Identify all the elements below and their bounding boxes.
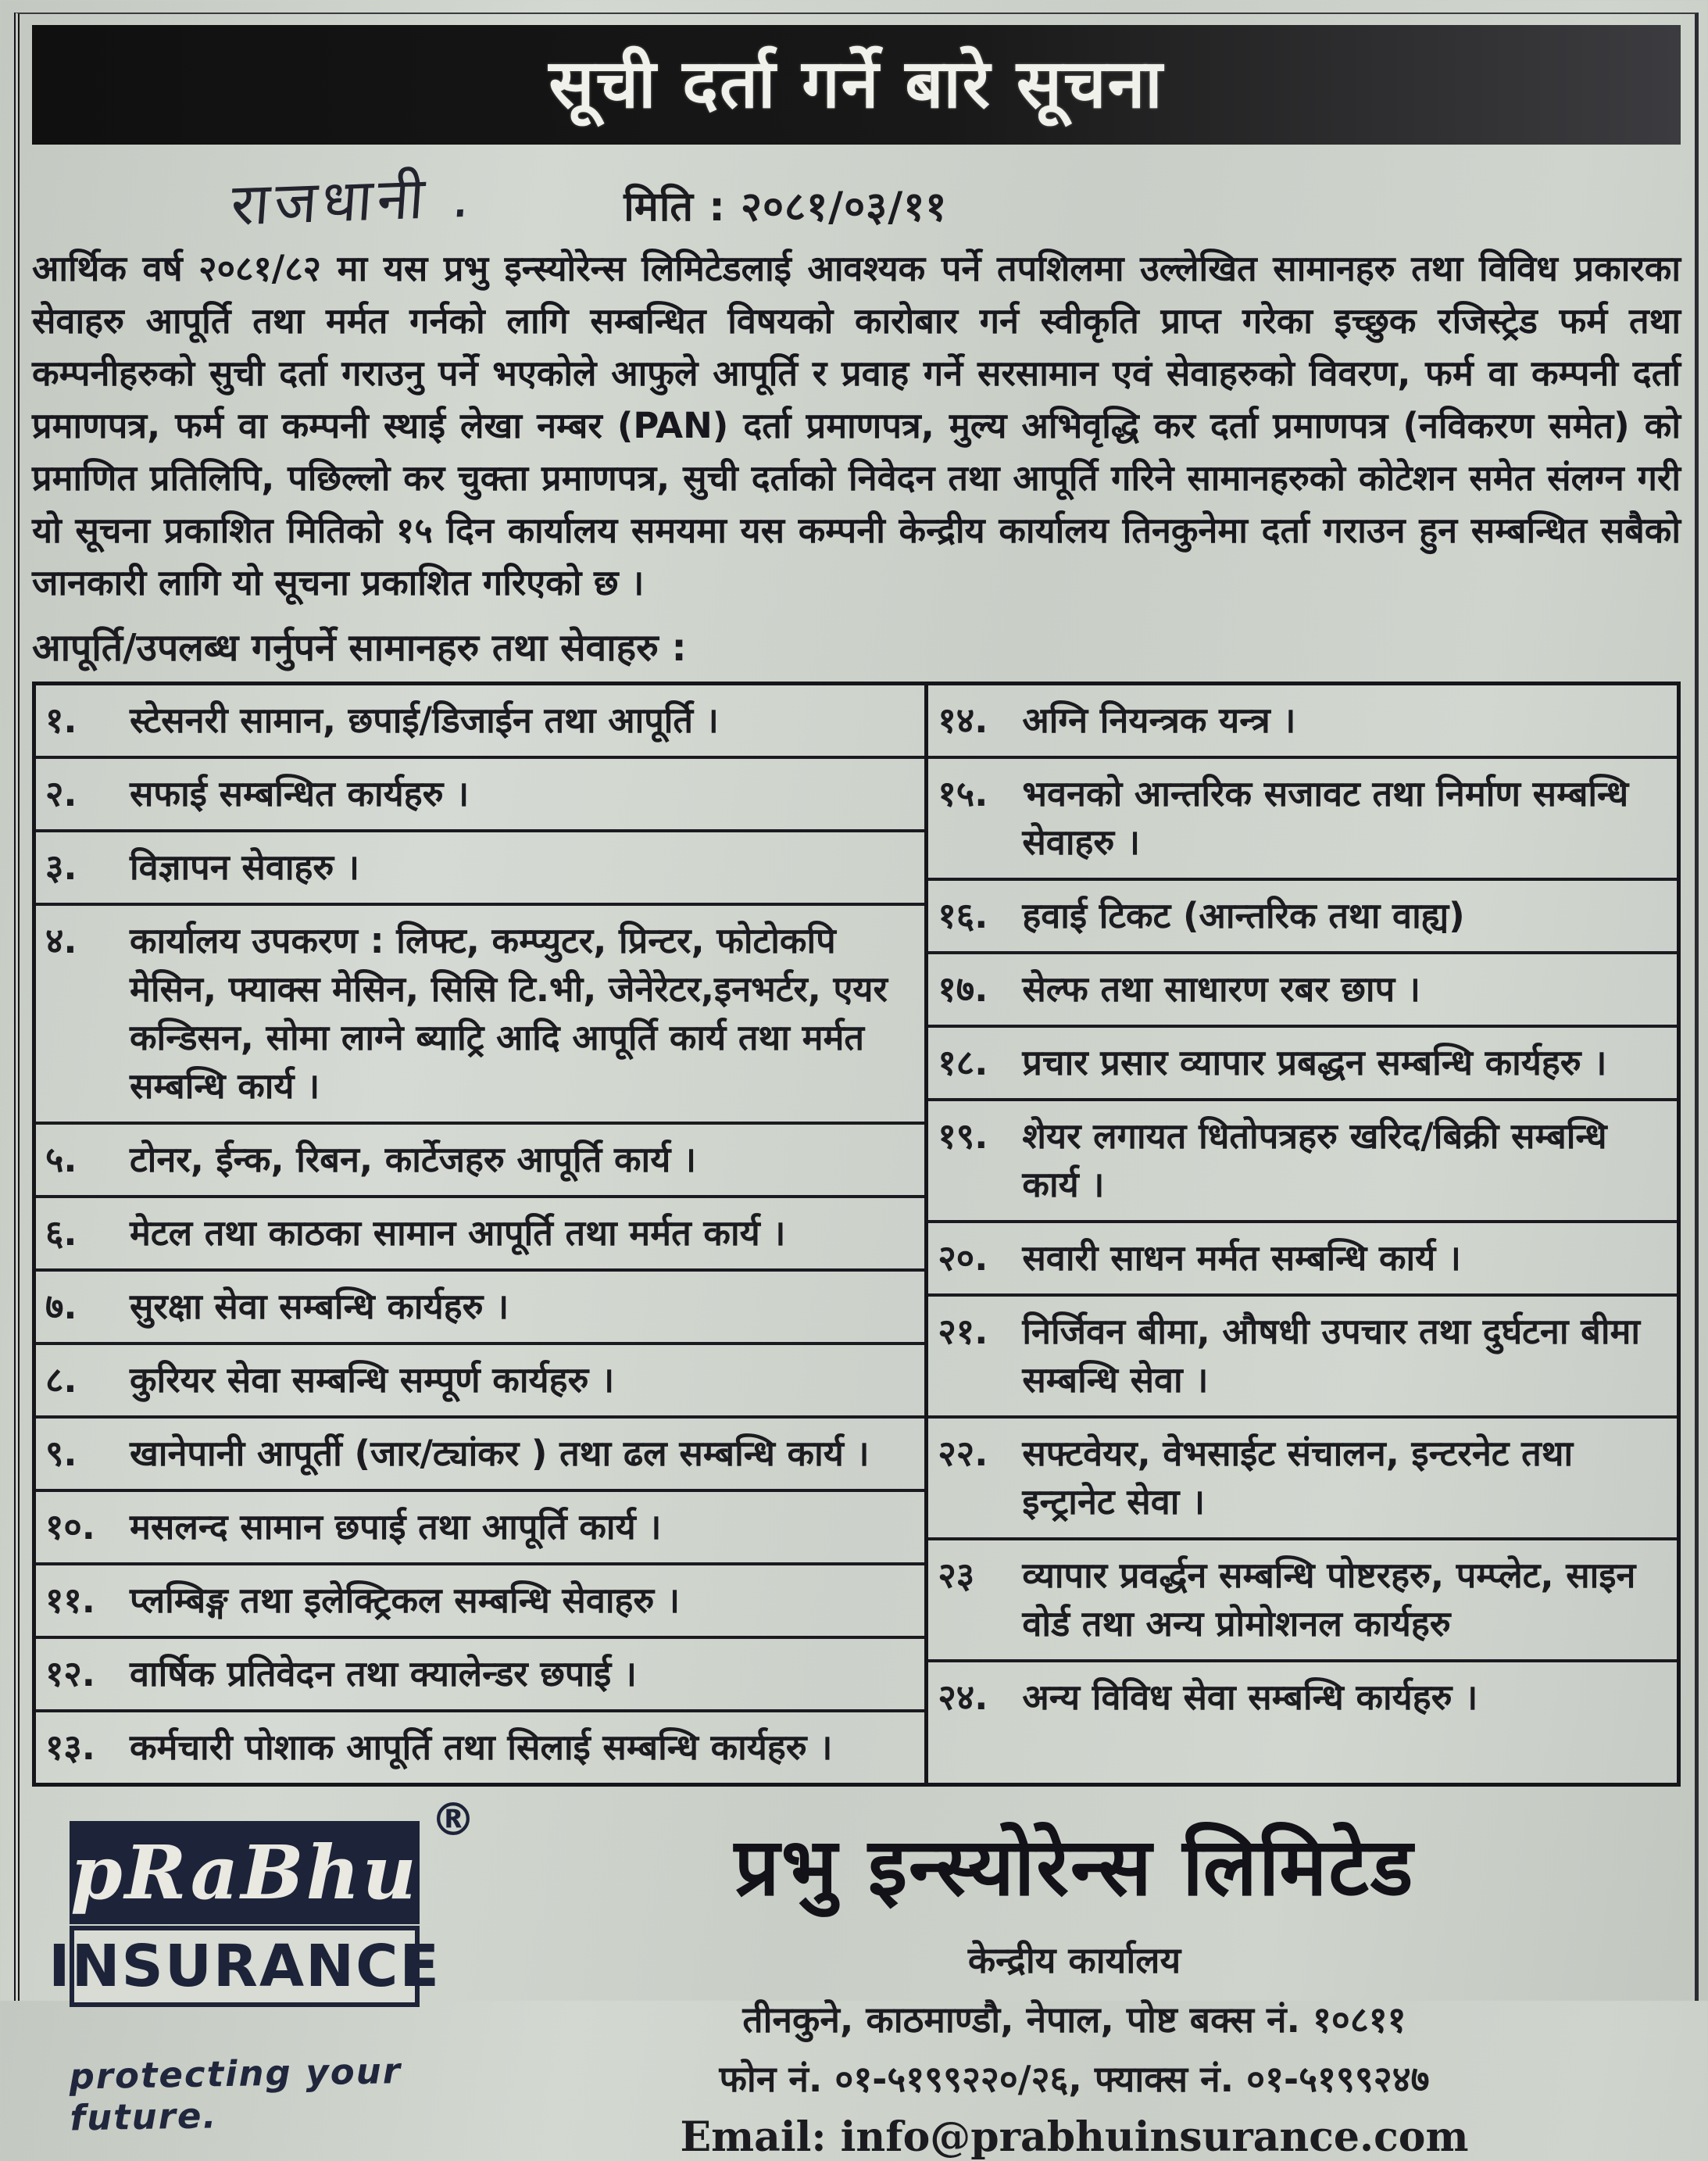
item-number: १२. — [45, 1653, 95, 1694]
list-item — [36, 832, 924, 906]
item-number: २२. — [938, 1433, 988, 1474]
item-number: ३. — [45, 846, 77, 888]
item-text: कर्मचारी पोशाक आपूर्ति तथा सिलाई सम्बन्धि कार्यहरु । — [130, 1726, 833, 1768]
item-text: अग्नि नियन्त्रक यन्त्र । — [1022, 699, 1296, 741]
list-item — [36, 1712, 924, 1783]
item-number: १५. — [938, 773, 988, 814]
item-number: ११. — [45, 1580, 95, 1621]
list-item — [928, 685, 1677, 759]
item-text: हवाई टिकट (आन्तरिक तथा वाह्य) — [1022, 895, 1465, 936]
list-item — [36, 1639, 924, 1712]
notice-title: सूची दर्ता गर्ने बारे सूचना — [32, 25, 1681, 145]
email-line: Email: info@prabhuinsurance.com — [680, 2113, 1469, 2161]
item-number: २३ — [938, 1555, 975, 1596]
list-item — [36, 1419, 924, 1492]
list-item — [36, 685, 924, 759]
item-number: ५. — [45, 1139, 77, 1180]
footer-contact-block — [476, 1821, 1673, 2161]
notice-body: आर्थिक वर्ष २०८१/८२ मा यस प्रभु इन्स्योरेन्स लिमिटेडलाई आवश्यक पर्ने तपशिलमा उल्लेखित सामानहरु तथा विविध प्रकारका सेवाहरु आपूर्ति तथा मर्मत गर्नको लागि सम्बन्धित विषयको कारोबार गर्न स्वीकृति प्राप्त गरेका इच्छुक रजिस्ट्रेड फर्म तथा कम्पनीहरुको सुची दर्ता गराउनु पर्ने भएकोले आफुले आपूर्ति र प्रवाह गर्ने सरसामान एवं सेवाहरुको विवरण, फर्म वा कम्पनी दर्ता प्रमाणपत्र, फर्म वा कम्पनी स्थाई लेखा नम्बर (PAN) दर्ता प्रमाणपत्र, मुल्य अभिवृद्धि कर दर्ता प्रमाणपत्र (नविकरण समेत) को प्रमाणित प्रतिलिपि, पछिल्लो कर चुक्ता प्रमाणपत्र, सुची दर्ताको निवेदन तथा आपूर्ति गरिने सामानहरुको कोटेशन समेत संलग्न गरी यो सूचना प्रकाशित मितिको १५ दिन कार्यालय समयमा यस कम्पनी केन्द्रीय कार्यालय तिनकुनेमा दर्ता गराउन हुन सम्बन्धित सबैको जानकारी लागि यो सूचना प्रकाशित गरिएको छ । — [32, 248, 1681, 603]
item-text: कार्यालय उपकरण : लिफ्ट, कम्प्युटर, प्रिन्टर, फोटोकपि मेसिन, फ्याक्स मेसिन, सिसि टि.भी, जेनेरेटर,इनभर्टर, एयर कन्डिसन, सोमा लाग्ने ब्याट्रि आदि आपूर्ति कार्य तथा मर्मत सम्बन्धि कार्य । — [130, 920, 888, 1107]
list-item — [36, 1198, 924, 1272]
item-text: प्रचार प्रसार व्यापार प्रबद्धन सम्बन्धि कार्यहरु । — [1022, 1042, 1607, 1083]
company-name: प्रभु इन्स्योरेन्स लिमिटेड — [734, 1821, 1415, 1914]
item-number: २०. — [938, 1237, 988, 1279]
item-text: स्टेसनरी सामान, छपाई/डिजाईन तथा आपूर्ति । — [130, 699, 719, 741]
item-number: १७. — [938, 968, 988, 1010]
item-number: १३. — [45, 1726, 95, 1768]
item-text: व्यापार प्रवर्द्धन सम्बन्धि पोष्टरहरु, पम्प्लेट, साइन वोर्ड तथा अन्य प्रोमोशनल कार्यहरु — [1022, 1555, 1636, 1644]
list-item — [36, 1345, 924, 1419]
item-number: ९. — [45, 1433, 77, 1474]
list-item — [36, 906, 924, 1125]
item-text: निर्जिवन बीमा, औषधी उपचार तथा दुर्घटना बीमा सम्बन्धि सेवा । — [1022, 1311, 1641, 1401]
list-item — [36, 759, 924, 832]
item-text: खानेपानी आपूर्ती (जार/ट्यांकर ) तथा ढल सम्बन्धि कार्य । — [130, 1433, 870, 1474]
prabhu-logo — [48, 1793, 476, 2139]
item-text: सेल्फ तथा साधारण रबर छाप । — [1022, 968, 1420, 1010]
item-number: ६. — [45, 1212, 77, 1254]
list-item — [36, 1492, 924, 1565]
item-number: ८. — [45, 1359, 77, 1401]
item-number: २१. — [938, 1311, 988, 1352]
item-text: सफ्टवेयर, वेभसाईट संचालन, इन्टरनेट तथा इन्ट्रानेट सेवा । — [1022, 1433, 1574, 1522]
item-text: शेयर लगायत धितोपत्रहरु खरिद/बिक्री सम्बन्धि कार्य । — [1022, 1115, 1607, 1205]
item-number: २४. — [938, 1676, 988, 1718]
list-item — [36, 1272, 924, 1345]
item-text: वार्षिक प्रतिवेदन तथा क्यालेन्डर छपाई । — [130, 1653, 637, 1694]
logo-tagline: protecting your future. — [69, 2050, 402, 2139]
list-item — [928, 1419, 1677, 1540]
list-item — [928, 1223, 1677, 1297]
list-item — [928, 759, 1677, 881]
item-text: अन्य विविध सेवा सम्बन्धि कार्यहरु । — [1022, 1676, 1478, 1718]
item-text: भवनको आन्तरिक सजावट तथा निर्माण सम्बन्धि सेवाहरु । — [1022, 773, 1629, 863]
item-number: १६. — [938, 895, 988, 936]
address-line: तीनकुने, काठमाण्डौ, नेपाल, पोष्ट बक्स नं. १०८११ — [742, 1998, 1406, 2041]
item-number: ७. — [45, 1286, 77, 1327]
item-text: सवारी साधन मर्मत सम्बन्धि कार्य । — [1022, 1237, 1461, 1279]
item-number: १०. — [45, 1506, 95, 1547]
logo-brand-box: pRaBhu — [70, 1821, 420, 1924]
supply-list-left — [36, 685, 928, 1783]
list-item — [36, 1125, 924, 1198]
supply-list-heading: आपूर्ति/उपलब्ध गर्नुपर्ने सामानहरु तथा सेवाहरु : — [32, 626, 687, 670]
list-item — [928, 954, 1677, 1028]
list-item — [928, 1662, 1677, 1783]
registered-trademark-icon: ® — [431, 1793, 476, 1846]
date-row — [32, 159, 1681, 238]
item-text: प्लम्बिङ्ग तथा इलेक्ट्रिकल सम्बन्धि सेवाहरु । — [130, 1580, 681, 1621]
item-text: टोनर, ईन्क, रिबन, कार्टेजहरु आपूर्ति कार्य । — [130, 1139, 697, 1180]
item-number: ४. — [45, 920, 77, 961]
phone-fax-line: फोन नं. ०१-५१९९२२०/२६, फ्याक्स नं. ०१-५१९९२४७ — [719, 2058, 1430, 2100]
list-item — [928, 1028, 1677, 1101]
item-number: १. — [45, 699, 77, 741]
item-number: २. — [45, 773, 77, 814]
item-number: १४. — [938, 699, 988, 741]
list-item — [928, 1101, 1677, 1223]
item-text: कुरियर सेवा सम्बन्धि सम्पूर्ण कार्यहरु । — [130, 1359, 615, 1401]
logo-word-box: INSURANCE — [70, 1926, 420, 2007]
supply-list-right — [928, 685, 1677, 1783]
office-label: केन्द्रीय कार्यालय — [967, 1939, 1181, 1981]
item-number: १८. — [938, 1042, 988, 1083]
list-item — [36, 1565, 924, 1639]
notice-date: मिति : २०८१/०३/११ — [624, 184, 948, 231]
item-number: १९. — [938, 1115, 988, 1157]
item-text: मेटल तथा काठका सामान आपूर्ति तथा मर्मत कार्य । — [130, 1212, 786, 1254]
item-text: विज्ञापन सेवाहरु । — [130, 846, 359, 888]
list-item — [928, 1540, 1677, 1662]
handwritten-annotation: राजधानी . — [228, 163, 477, 239]
list-item — [928, 881, 1677, 954]
list-item — [928, 1297, 1677, 1419]
supply-items-table — [32, 682, 1681, 1787]
item-text: मसलन्द सामान छपाई तथा आपूर्ति कार्य । — [130, 1506, 662, 1547]
item-text: सफाई सम्बन्धित कार्यहरु । — [130, 773, 470, 814]
item-text: सुरक्षा सेवा सम्बन्धि कार्यहरु । — [130, 1286, 509, 1327]
notice-sheet — [14, 13, 1699, 2161]
footer — [32, 1787, 1681, 2161]
